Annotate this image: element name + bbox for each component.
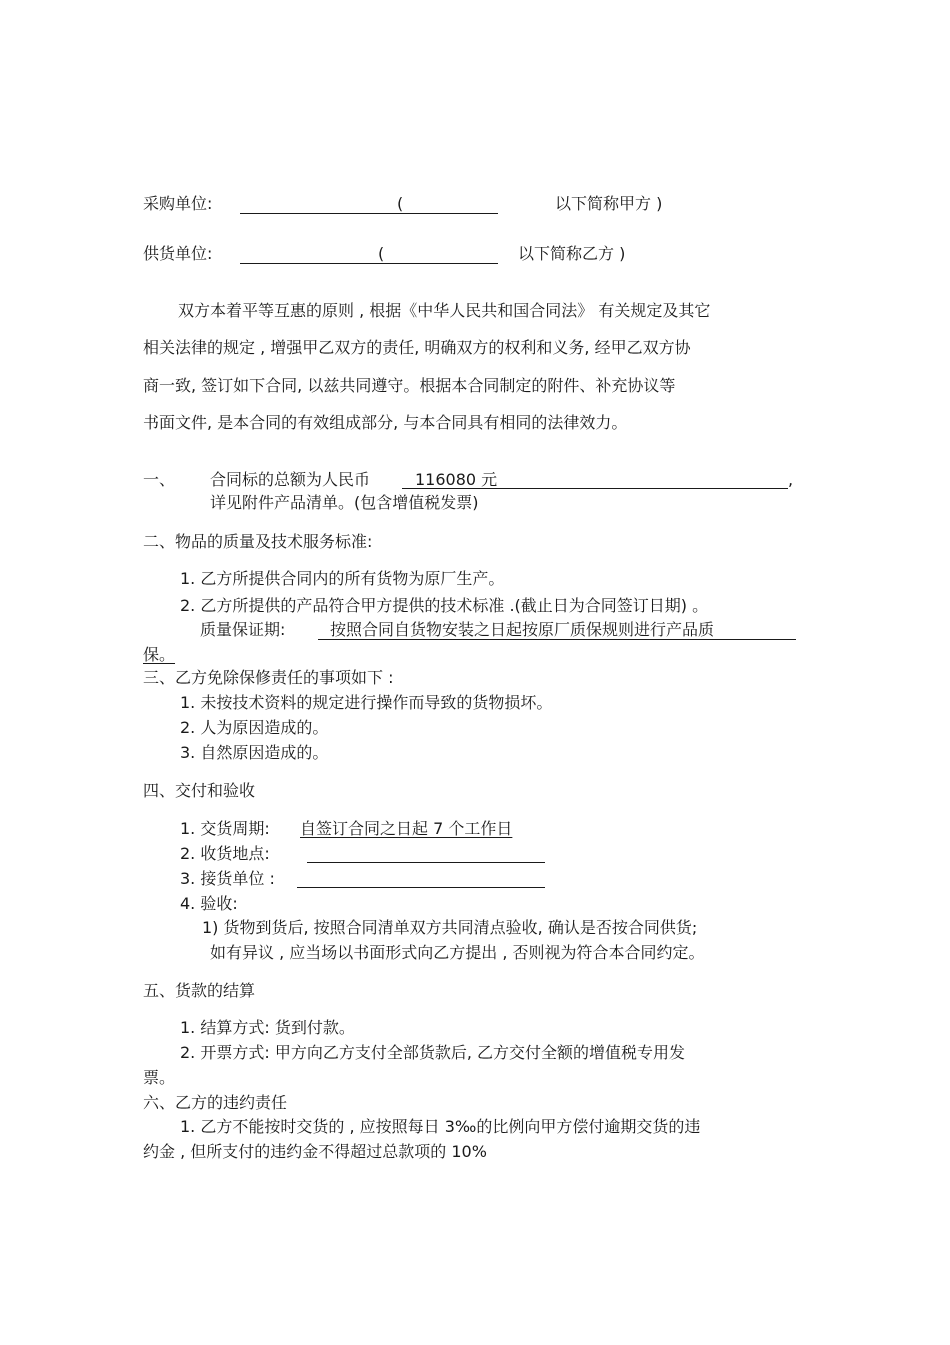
supplier-paren: ( [378,244,385,263]
section-3-title: 三、乙方免除保修责任的事项如下 : [143,668,394,687]
supplier-alias: 以下简称乙方 ) [518,244,626,263]
preamble-line: 双方本着平等互惠的原则 , 根据《中华人民共和国合同法》 有关规定及其它 [178,301,711,320]
contract-amount: 116080 元 [415,470,498,489]
invoice-method: 2. 开票方式: 甲方向乙方支付全部货款后, 乙方交付全额的增值税专用发 [180,1043,686,1062]
section-3-item: 1. 未按技术资料的规定进行操作而导致的货物损坏。 [180,693,553,712]
warranty-label: 质量保证期: [200,620,286,639]
section-2-title: 二、物品的质量及技术服务标准: [143,532,373,551]
section-6-title: 六、乙方的违约责任 [143,1093,288,1112]
section-1-text: 合同标的总额为人民币 [210,470,371,489]
buyer-alias: 以下简称甲方 ) [555,194,663,213]
section-2-item: 2. 乙方所提供的产品符合甲方提供的技术标准 .(截止日为合同签订日期) 。 [180,596,709,615]
buyer-label: 采购单位: [143,194,213,213]
preamble-line: 相关法律的规定 , 增强甲乙双方的责任, 明确双方的权利和义务, 经甲乙双方协 [143,338,691,357]
invoice-continuation: 票。 [143,1068,176,1087]
section-1-comma: , [788,470,794,489]
delivery-address-line [307,862,545,863]
section-4-title: 四、交付和验收 [143,781,256,800]
supplier-label: 供货单位: [143,244,213,263]
section-1-number: 一、 [143,470,176,489]
payment-method: 1. 结算方式: 货到付款。 [180,1018,355,1037]
acceptance-detail: 1) 货物到货后, 按照合同清单双方共同清点验收, 确认是否按合同供货; [202,918,698,937]
warranty-continuation: 保。 [143,645,176,664]
receiving-unit-label: 3. 接货单位 : [180,869,275,888]
acceptance-detail: 如有异议 , 应当场以书面形式向乙方提出 , 否则视为符合本合同约定。 [210,943,705,962]
receiving-unit-line [297,887,545,888]
buyer-paren: ( [397,194,404,213]
buyer-blank-line [240,213,498,214]
preamble-line: 书面文件, 是本合同的有效组成部分, 与本合同具有相同的法律效力。 [143,413,628,432]
section-5-title: 五、货款的结算 [143,981,256,1000]
penalty-continuation: 约金 , 但所支付的违约金不得超过总款项的 10% [143,1142,487,1161]
delivery-address-label: 2. 收货地点: [180,844,270,863]
acceptance-label: 4. 验收: [180,894,238,913]
delivery-period-value: 自签订合同之日起 7 个工作日 [300,819,513,838]
delivery-period-label: 1. 交货周期: [180,819,270,838]
section-3-item: 2. 人为原因造成的。 [180,718,329,737]
preamble-line: 商一致, 签订如下合同, 以兹共同遵守。根据本合同制定的附件、补充协议等 [143,376,676,395]
supplier-blank-line [240,263,498,264]
warranty-text: 按照合同自货物安装之日起按原厂质保规则进行产品质 [330,620,715,639]
penalty-clause: 1. 乙方不能按时交货的 , 应按照每日 3‰的比例向甲方偿付逾期交货的违 [180,1117,701,1136]
section-3-item: 3. 自然原因造成的。 [180,743,329,762]
section-1-detail: 详见附件产品清单。(包含增值税发票) [210,493,479,512]
section-2-item: 1. 乙方所提供合同内的所有货物为原厂生产。 [180,569,505,588]
amount-underline [402,488,788,489]
